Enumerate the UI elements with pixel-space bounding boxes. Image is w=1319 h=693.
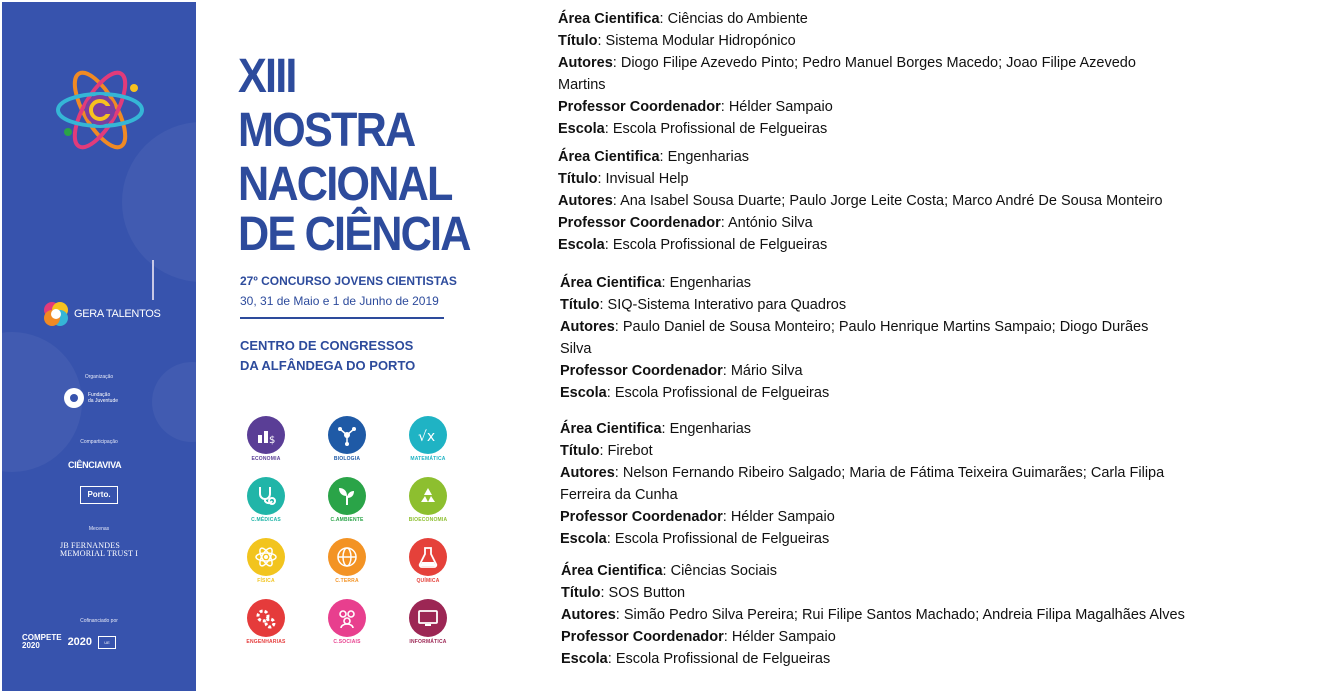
authors-line-continued: Martins bbox=[558, 77, 606, 93]
title-line: Título: Firebot bbox=[560, 443, 653, 459]
compete-logo: COMPETE 2020 bbox=[22, 633, 62, 650]
discipline-label: ECONOMIA bbox=[251, 456, 281, 462]
discipline-badge bbox=[247, 416, 285, 454]
title-value: SOS Button bbox=[608, 585, 686, 601]
funding-logos bbox=[22, 634, 116, 650]
area-value: Engenharias bbox=[667, 149, 750, 165]
project-entry bbox=[558, 8, 1298, 140]
comparticipacao-label: Comparticipação bbox=[80, 439, 118, 445]
authors-line-continued: Silva bbox=[560, 341, 592, 357]
atom-logo-icon bbox=[54, 62, 146, 158]
authors-line-continued: Ferreira da Cunha bbox=[560, 487, 678, 503]
authors-line: Autores: Diogo Filipe Azevedo Pinto; Pedro Manuel Borges Macedo; Joao Filipe Azevedo bbox=[558, 55, 1136, 71]
project-entry bbox=[560, 418, 1300, 550]
title-label: Título bbox=[560, 297, 600, 313]
area-line: Área Cientifica: Engenharias bbox=[560, 421, 752, 437]
discipline-badge bbox=[328, 477, 366, 515]
title-label: Título bbox=[561, 585, 601, 601]
fundacao-logo bbox=[64, 388, 118, 408]
title-label: Título bbox=[558, 171, 598, 187]
discipline-badge bbox=[247, 477, 285, 515]
discipline-label: C.TERRA bbox=[335, 578, 359, 584]
mecenas-label: Mecenas bbox=[88, 526, 110, 532]
divider bbox=[240, 317, 444, 319]
porto-logo: Porto. bbox=[80, 486, 118, 504]
poster-title-line-2: MOSTRA bbox=[238, 104, 415, 157]
coordinator-line: Professor Coordenador: Mário Silva bbox=[560, 363, 803, 379]
discipline-label: BIOLOGIA bbox=[333, 456, 361, 462]
ciencia-viva-logo: CIÊNCIAVIVA bbox=[68, 460, 122, 470]
poster-sidebar bbox=[2, 2, 196, 691]
discipline-label: FÍSICA bbox=[257, 578, 275, 584]
fundacao-label: Fundação da Juventude bbox=[88, 392, 119, 404]
school-line: Escola: Escola Profissional de Felgueiras bbox=[560, 531, 830, 547]
venue-line-2: DA ALFÂNDEGA DO PORTO bbox=[240, 358, 416, 373]
discipline-label: C.MÉDICAS bbox=[251, 517, 281, 523]
authors-value: Ana Isabel Sousa Duarte; Paulo Jorge Leite Costa; Marco André De Sousa Monteiro bbox=[620, 193, 1163, 209]
discipline-badge bbox=[328, 538, 366, 576]
coordinator-line: Professor Coordenador: Hélder Sampaio bbox=[558, 99, 833, 115]
gera-talentos-logo bbox=[42, 300, 161, 328]
money-chart-icon bbox=[254, 423, 278, 447]
school-label: Escola bbox=[558, 237, 605, 253]
recycle-icon bbox=[416, 484, 440, 508]
school-line: Escola: Escola Profissional de Felgueiras bbox=[558, 237, 828, 253]
cofinanciado-label: Cofinanciado por bbox=[80, 618, 118, 624]
area-line: Área Cientifica: Engenharias bbox=[558, 149, 750, 165]
discipline-label: MATEMÁTICA bbox=[410, 456, 446, 462]
coordinator-value: Hélder Sampaio bbox=[728, 99, 833, 115]
discipline-label: BIOECONOMIA bbox=[408, 517, 448, 523]
discipline-badge bbox=[409, 416, 447, 454]
school-label: Escola bbox=[558, 121, 605, 137]
title-value: Firebot bbox=[607, 443, 653, 459]
authors-label: Autores bbox=[560, 465, 615, 481]
authors-value: Simão Pedro Silva Pereira; Rui Filipe Santos Machado; Andreia Filipa Magalhães Alves bbox=[623, 607, 1185, 623]
area-value: Engenharias bbox=[669, 421, 752, 437]
title-line: Título: Invisual Help bbox=[558, 171, 689, 187]
authors-line: Autores: Nelson Fernando Ribeiro Salgado; Maria de Fátima Teixeira Guimarães; Carla Filipa bbox=[560, 465, 1165, 481]
people-icon bbox=[335, 606, 359, 630]
project-entry bbox=[560, 272, 1300, 404]
authors-label: Autores bbox=[561, 607, 616, 623]
coordinator-value: Mário Silva bbox=[730, 363, 803, 379]
coordinator-line: Professor Coordenador: Hélder Sampaio bbox=[560, 509, 835, 525]
title-value: Sistema Modular Hidropónico bbox=[605, 33, 796, 49]
discipline-csociais bbox=[307, 599, 387, 645]
school-line: Escola: Escola Profissional de Felgueiras bbox=[560, 385, 830, 401]
discipline-badge bbox=[328, 599, 366, 637]
area-line: Área Cientifica: Ciências do Ambiente bbox=[558, 11, 808, 27]
discipline-fsica bbox=[226, 538, 306, 584]
svg-text:√x: √x bbox=[418, 429, 436, 445]
coordinator-label: Professor Coordenador bbox=[558, 99, 721, 115]
title-line: Título: Sistema Modular Hidropónico bbox=[558, 33, 796, 49]
globe-icon bbox=[335, 545, 359, 569]
discipline-matemtica bbox=[388, 416, 468, 462]
area-value: Ciências do Ambiente bbox=[667, 11, 808, 27]
discipline-cterra bbox=[307, 538, 387, 584]
authors-value: Diogo Filipe Azevedo Pinto; Pedro Manuel Borges Macedo; Joao Filipe Azevedo bbox=[620, 55, 1136, 71]
school-line: Escola: Escola Profissional de Felgueiras bbox=[558, 121, 828, 137]
stethoscope-icon bbox=[254, 484, 278, 508]
authors-label: Autores bbox=[558, 55, 613, 71]
discipline-bioeconomia bbox=[388, 477, 468, 523]
school-line: Escola: Escola Profissional de Felgueiras bbox=[561, 651, 831, 667]
discipline-qumica bbox=[388, 538, 468, 584]
coordinator-value: Hélder Sampaio bbox=[731, 629, 836, 645]
discipline-label: C.AMBIENTE bbox=[330, 517, 364, 523]
poster-title-line-4: DE CIÊNCIA bbox=[238, 208, 470, 261]
discipline-engenharias bbox=[226, 599, 306, 645]
authors-line: Autores: Paulo Daniel de Sousa Monteiro; Paulo Henrique Martins Sampaio; Diogo Durães bbox=[560, 319, 1149, 335]
area-line: Área Cientifica: Ciências Sociais bbox=[561, 563, 777, 579]
discipline-badge bbox=[409, 599, 447, 637]
project-entry bbox=[561, 560, 1301, 670]
project-entry bbox=[558, 146, 1298, 256]
school-label: Escola bbox=[560, 385, 607, 401]
atom-icon bbox=[254, 545, 278, 569]
area-label: Área Cientifica bbox=[560, 421, 662, 437]
network-icon bbox=[335, 423, 359, 447]
flask-icon bbox=[416, 545, 440, 569]
authors-line: Autores: Simão Pedro Silva Pereira; Rui Filipe Santos Machado; Andreia Filipa Magalhães Alves bbox=[561, 607, 1185, 623]
school-value: Escola Profissional de Felgueiras bbox=[614, 385, 830, 401]
coordinator-label: Professor Coordenador bbox=[560, 509, 723, 525]
coordinator-line: Professor Coordenador: António Silva bbox=[558, 215, 813, 231]
area-label: Área Cientifica bbox=[558, 149, 660, 165]
authors-line: Autores: Ana Isabel Sousa Duarte; Paulo Jorge Leite Costa; Marco André De Sousa Monteiro bbox=[558, 193, 1163, 209]
discipline-label: ENGENHARIAS bbox=[246, 639, 286, 645]
poster-title-line-1: XIII bbox=[238, 50, 296, 103]
discipline-cambiente bbox=[307, 477, 387, 523]
school-label: Escola bbox=[560, 531, 607, 547]
discipline-grid bbox=[226, 416, 466, 660]
coordinator-label: Professor Coordenador bbox=[558, 215, 721, 231]
jb-fernandes-logo: JB FERNANDES MEMORIAL TRUST I bbox=[60, 541, 139, 558]
discipline-badge bbox=[247, 538, 285, 576]
title-value: SIQ-Sistema Interativo para Quadros bbox=[607, 297, 847, 313]
school-value: Escola Profissional de Felgueiras bbox=[615, 651, 831, 667]
event-dates: 30, 31 de Maio e 1 de Junho de 2019 bbox=[240, 294, 439, 308]
coordinator-label: Professor Coordenador bbox=[561, 629, 724, 645]
gera-talentos-icon bbox=[42, 300, 70, 328]
divider bbox=[152, 260, 154, 300]
school-label: Escola bbox=[561, 651, 608, 667]
coordinator-value: António Silva bbox=[728, 215, 813, 231]
authors-label: Autores bbox=[558, 193, 613, 209]
discipline-badge bbox=[328, 416, 366, 454]
area-label: Área Cientifica bbox=[560, 275, 662, 291]
area-value: Ciências Sociais bbox=[670, 563, 777, 579]
coordinator-line: Professor Coordenador: Hélder Sampaio bbox=[561, 629, 836, 645]
coordinator-value: Hélder Sampaio bbox=[730, 509, 835, 525]
title-line: Título: SIQ-Sistema Interativo para Quadros bbox=[560, 297, 847, 313]
discipline-informtica bbox=[388, 599, 468, 645]
contest-label: 27º CONCURSO JOVENS CIENTISTAS bbox=[240, 274, 457, 288]
discipline-label: C.SOCIAIS bbox=[333, 639, 361, 645]
coordinator-label: Professor Coordenador bbox=[560, 363, 723, 379]
authors-value: Paulo Daniel de Sousa Monteiro; Paulo Henrique Martins Sampaio; Diogo Durães bbox=[622, 319, 1149, 335]
gears-icon bbox=[254, 606, 278, 630]
sqrt-icon bbox=[416, 423, 440, 447]
monitor-icon bbox=[416, 606, 440, 630]
title-label: Título bbox=[558, 33, 598, 49]
eu-flag-icon: UE bbox=[98, 636, 116, 649]
discipline-badge bbox=[409, 538, 447, 576]
discipline-label: INFORMÁTICA bbox=[409, 639, 447, 645]
area-value: Engenharias bbox=[669, 275, 752, 291]
portugal2020-logo: 2020 bbox=[67, 636, 93, 648]
school-value: Escola Profissional de Felgueiras bbox=[612, 121, 828, 137]
authors-value: Nelson Fernando Ribeiro Salgado; Maria de Fátima Teixeira Guimarães; Carla Filipa bbox=[622, 465, 1165, 481]
plant-icon bbox=[335, 484, 359, 508]
title-value: Invisual Help bbox=[605, 171, 689, 187]
title-line: Título: SOS Button bbox=[561, 585, 686, 601]
title-label: Título bbox=[560, 443, 600, 459]
discipline-badge bbox=[247, 599, 285, 637]
fundacao-icon bbox=[64, 388, 84, 408]
svg-text:$: $ bbox=[269, 435, 276, 446]
area-label: Área Cientifica bbox=[558, 11, 660, 27]
area-line: Área Cientifica: Engenharias bbox=[560, 275, 752, 291]
discipline-biologia bbox=[307, 416, 387, 462]
discipline-cmdicas bbox=[226, 477, 306, 523]
discipline-economia bbox=[226, 416, 306, 462]
gera-talentos-label: GERA TALENTOS bbox=[74, 308, 161, 320]
school-value: Escola Profissional de Felgueiras bbox=[612, 237, 828, 253]
poster-title-line-3: NACIONAL bbox=[238, 158, 452, 211]
area-label: Área Cientifica bbox=[561, 563, 663, 579]
discipline-badge bbox=[409, 477, 447, 515]
school-value: Escola Profissional de Felgueiras bbox=[614, 531, 830, 547]
authors-label: Autores bbox=[560, 319, 615, 335]
discipline-label: QUÍMICA bbox=[416, 578, 440, 584]
organizacao-label: Organização bbox=[84, 374, 114, 380]
venue-line-1: CENTRO DE CONGRESSOS bbox=[240, 338, 414, 353]
